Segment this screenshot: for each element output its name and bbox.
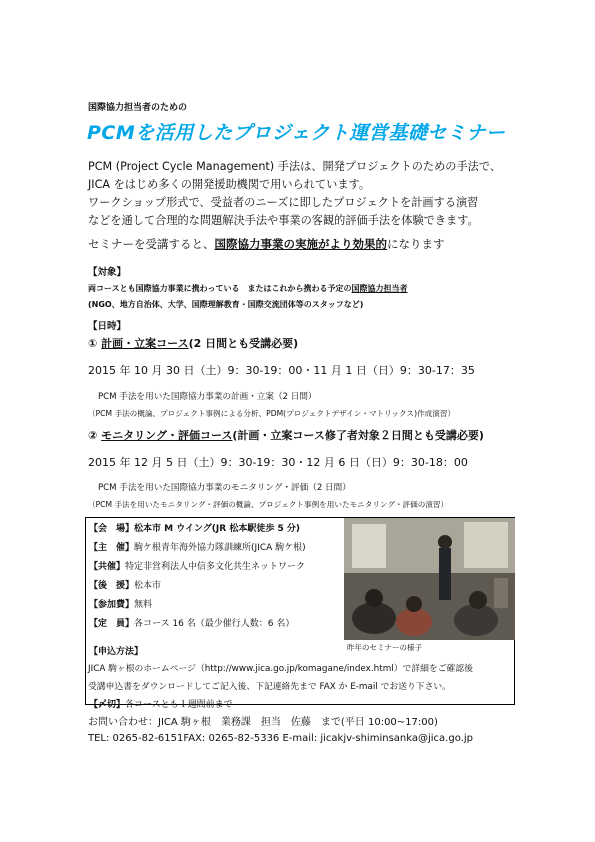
lead-sentence — [88, 236, 445, 252]
support-row — [89, 578, 161, 591]
course1-detail: （PCM 手法の概論、プロジェクト事例による分析、PDM(プロジェクトデザイン・マトリックス)作成演習） — [88, 409, 456, 418]
support-value: 松本市 — [134, 581, 162, 591]
venue-row — [89, 521, 300, 534]
capacity-row — [89, 616, 294, 629]
course1-date: 2015 年 10 月 30 日（土）9：30-19：00・11 月 1 日（日）9：30-17：35 — [88, 364, 475, 377]
fee-value: 無料 — [134, 600, 153, 610]
course2-title — [88, 427, 484, 443]
course2-detail: （PCM 手法を用いたモニタリング・評価の概論、プロジェクト事例を用いたモニタリング・評価の演習） — [88, 500, 449, 509]
course1-title — [88, 335, 298, 351]
course2-desc: PCM 手法を用いた国際協力事業のモニタリング・評価（2 日間） — [98, 483, 351, 493]
intro-line: PCM (Project Cycle Management) 手法は、開発プロジェクトのための手法で、 — [88, 160, 502, 173]
course2-date: 2015 年 12 月 5 日（土）9：30-19：30・12 月 6 日（日）9：30-18：00 — [88, 456, 468, 469]
target-heading: 【対象】 — [88, 267, 127, 278]
intro-line: JICA をはじめ多くの開発援助機関で用いられています。 — [88, 178, 371, 191]
course1-note: (2 日間とも受講必要) — [188, 337, 299, 350]
course1-name: 計画・立案コース — [101, 337, 189, 350]
host-value: 駒ケ根青年海外協力隊訓練所(JICA 駒ケ根) — [134, 543, 306, 553]
fee-label: 【参加費】 — [89, 600, 135, 610]
course1-desc: PCM 手法を用いた国際協力事業の計画・立案（2 日間） — [98, 392, 317, 402]
intro-line: などを通して合理的な問題解決手法や事業の客観的評価手法を体験できます。 — [88, 214, 479, 227]
seminar-photo — [344, 518, 515, 640]
host-row — [89, 540, 306, 553]
course2-number: ② — [88, 429, 98, 442]
apply-heading: 【申込方法】 — [89, 647, 144, 657]
capacity-label: 【定 員】 — [89, 619, 135, 629]
pretitle: 国際協力担当者のための — [88, 103, 188, 113]
host-label: 【主 催】 — [89, 543, 135, 553]
cohost-label: 【共催】 — [89, 562, 126, 572]
venue-label: 【会 場】 — [89, 524, 135, 534]
deadline-row — [89, 697, 233, 710]
apply-line: JICA 駒ヶ根のホームページ（http://www.jica.go.jp/komagane/index.html）で詳細をご確認後 — [88, 664, 473, 674]
course2-note: (計画・立案コース修了者対象２日間とも受講必要) — [232, 429, 484, 442]
cohost-value: 特定非営利法人中信多文化共生ネットワーク — [125, 562, 306, 572]
page-title: PCMを活用したプロジェクト運営基礎セミナー — [87, 122, 506, 144]
cohost-row — [89, 559, 305, 572]
photo-caption: 昨年のセミナーの様子 — [347, 643, 422, 652]
target-prefix: 両コースとも国際協力事業に携わっている またはこれから携わる予定の — [88, 284, 352, 293]
course2-name: モニタリング・評価コース — [101, 429, 233, 442]
target-line — [88, 283, 408, 294]
support-label: 【後 援】 — [89, 581, 135, 591]
seminar-photo-illustration — [344, 518, 515, 640]
deadline-label: 【〆切】 — [89, 700, 126, 710]
schedule-heading: 【日時】 — [88, 321, 127, 332]
deadline-value: 各コースとも１週間前まで — [125, 700, 233, 710]
apply-line: 受講申込書をダウンロードしてご記入後、下記連絡先まで FAX か E-mail でお送り下さい。 — [88, 682, 451, 692]
venue-value: 松本市 M ウイング(JR 松本駅徒歩 5 分) — [134, 524, 300, 534]
target-orgs: (NGO、地方自治体、大学、国際理解教育・国際交流団体等のスタッフなど) — [88, 300, 364, 309]
target-emphasis: 国際協力担当者 — [351, 284, 408, 293]
lead-suffix: になります — [387, 237, 445, 251]
lead-emphasis: 国際協力事業の実施がより効果的 — [214, 237, 387, 251]
course1-number: ① — [88, 337, 98, 350]
contact-tel-email: TEL: 0265-82-6151FAX: 0265-82-5336 E-mail: jicakjv-shiminsanka@jica.go.jp — [88, 733, 473, 744]
contact-line: お問い合わせ：JICA 駒ヶ根 業務課 担当 佐藤 まで(平日 10:00~17:00) — [88, 717, 438, 728]
lead-prefix: セミナーを受講すると、 — [88, 237, 215, 251]
capacity-value: 各コース 16 名（最少催行人数：6 名） — [134, 619, 295, 629]
intro-line: ワークショップ形式で、受益者のニーズに即したプロジェクトを計画する演習 — [88, 196, 479, 209]
fee-row — [89, 597, 152, 610]
